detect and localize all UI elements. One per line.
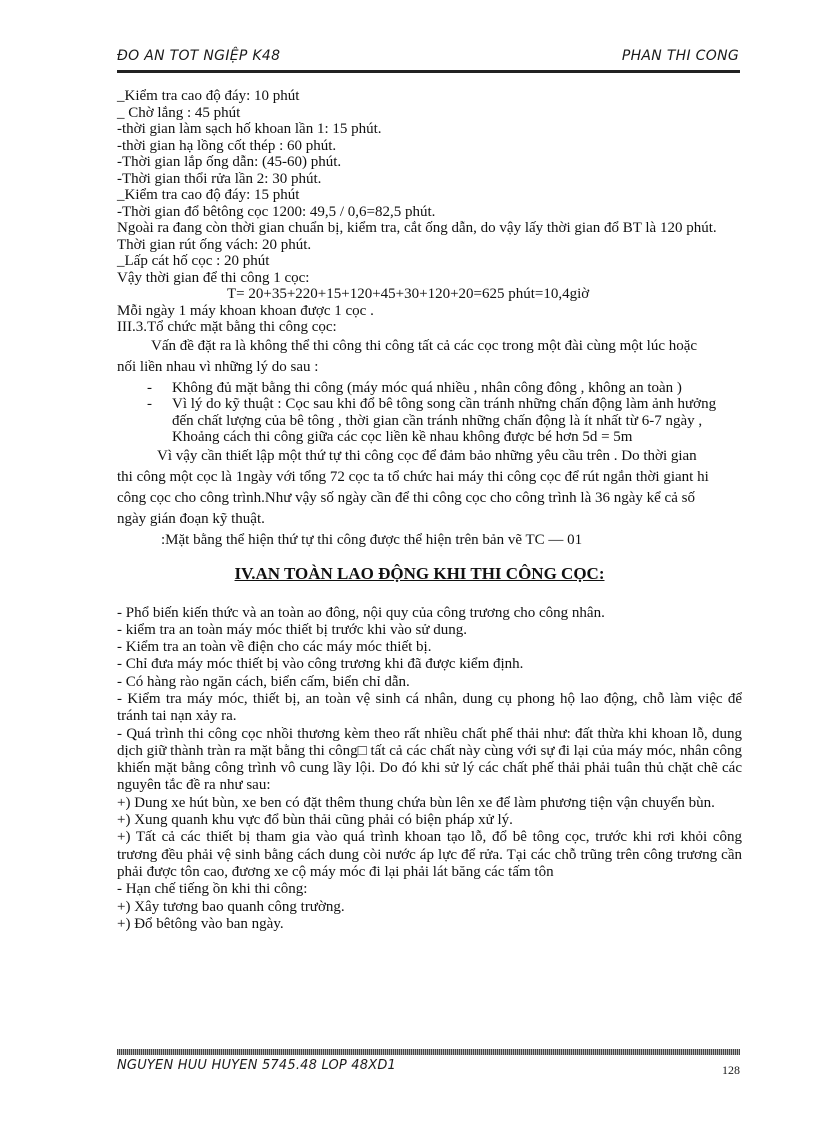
text-line: _ Chờ lắng : 45 phút: [117, 104, 241, 121]
conclusion-paragraph: Vì vậy cần thiết lập một thứ tự thi công cọc để đảm bảo những yêu cầu trên . Do thời gian thi công một cọc là 1ngày với tổng 72 cọc ta tổ chức hai máy thi công cọc để rút ngắn thời giant hi công cọc cho công trình.Như vậy số ngày cần để thi công cọc cho công trình là 36 ngày kể cả số ngày gián đoạn kỹ thuật.: [117, 447, 709, 527]
text-line: _Lấp cát hố cọc : 20 phút: [117, 253, 270, 269]
header-section-title: PHAN THI CONG: [621, 48, 739, 64]
footer-author: NGUYEN HUU HUYEN 5745.48 LOP 48XD1: [117, 1058, 397, 1073]
list-item: - Chỉ đưa máy móc thiết bị vào công trương khi đã được kiểm định.: [117, 656, 524, 673]
text-line: Mỗi ngày 1 máy khoan khoan được 1 cọc .: [117, 302, 374, 319]
text-line: -Thời gian đổ bêtông cọc 1200: 49,5 / 0,6=82,5 phút.: [117, 203, 436, 220]
page-number: 128: [722, 1063, 740, 1077]
section-title: IV.AN TOÀN LAO ĐỘNG KHI THI CÔNG CỌC:: [234, 563, 605, 583]
page-header: [117, 48, 739, 70]
list-item: +) Xây tương bao quanh công trường.: [117, 898, 345, 915]
list-item: +) Tất cả các thiết bị tham gia vào quá trình khoan tạo lỗ, đổ bê tông cọc, trước khi rơi khỏi công trương đều phải vệ sinh bằng cách dung còi nước áp lực để rửa. Tại các chỗ trũng trên công trương cần phải được tôn cao, đương xe cộ máy móc đi lại phải lát băng các tấm tôn: [117, 829, 742, 880]
subsection-heading: III.3.Tổ chức mặt bằng thi công cọc:: [117, 319, 337, 335]
list-item: - Kiểm tra an toàn về điện cho các máy móc thiết bị.: [117, 639, 432, 656]
problem-paragraph: Vấn đề đặt ra là không thể thi công thi công tất cả các cọc trong một đài cùng một lúc hoặc nối liền nhau vì những lý do sau :: [117, 337, 698, 375]
page-content: [117, 88, 742, 933]
list-item: +) Xung quanh khu vực đổ bùn thải cũng phải có biện pháp xử lý.: [117, 812, 513, 829]
header-project-title: ĐO AN TOT NGIỆP K48: [117, 48, 281, 64]
text-line: -thời gian hạ lồng cốt thép : 60 phút.: [117, 137, 337, 154]
text-line: _Kiểm tra cao độ đáy: 10 phút: [117, 88, 300, 104]
list-item: - Vì lý do kỹ thuật : Cọc sau khi đổ bê tông song cần tránh những chấn động làm ảnh hưởng đến chất lượng của bê tông , thời gian cần tránh những chấn động là ít nhất từ 6-7 ngày , Khoảng cách thi công giữa các cọc liền kề nhau không được bé hơn 5d = 5m: [117, 396, 742, 446]
text-line: Vậy thời gian để thi công 1 cọc:: [117, 269, 310, 286]
text-line: -Thời gian lắp ống dẫn: (45-60) phút.: [117, 154, 342, 170]
list-item: +) Đổ bêtông vào ban ngày.: [117, 915, 284, 932]
list-item: - kiểm tra an toàn máy móc thiết bị trước khi vào sử dung.: [117, 621, 467, 638]
header-rule: [117, 70, 740, 73]
page-footer: [117, 1058, 740, 1078]
drawing-reference: :Mặt bằng thể hiện thứ tự thi công được thể hiện trên bản vẽ TC — 01: [161, 531, 583, 548]
text-line: -Thời gian thổi rửa lần 2: 30 phút.: [117, 170, 322, 187]
text-line: Ngoài ra đang còn thời gian chuẩn bị, kiểm tra, cắt ống dẫn, do vậy lấy thời gian đổ BT là 120 phút.: [117, 220, 717, 236]
list-item: - Quá trình thi công cọc nhồi thương kèm theo rất nhiều chất phế thải như: đất thừa khi khoan lỗ, dung dịch giữ thành tràn ra mặt bằng thi công□ tất cả các chất này cùng với sự đi lại của máy móc, nhân công khiến mặt bằng công trình vô cung lầy lội. Do đó khi sử lý các chất phế thải phải tuân thủ chặt chẽ các nguyên tắc đề ra như sau:: [117, 725, 742, 794]
list-item: - Không đủ mặt bằng thi công (máy móc quá nhiều , nhân công đông , không an toàn ): [117, 380, 742, 397]
text-line: _Kiểm tra cao độ đáy: 15 phút: [117, 187, 300, 203]
list-item: - Có hàng rào ngăn cách, biển cấm, biển chỉ dẫn.: [117, 673, 410, 690]
total-time-formula: T= 20+35+220+15+120+45+30+120+20=625 phút=10,4giờ: [227, 286, 590, 302]
footer-rule: [117, 1049, 740, 1055]
list-item: - Kiểm tra máy móc, thiết bị, an toàn vệ sinh cá nhân, dung cụ phong hộ lao động, chỗ làm việc để tránh tai nạn xảy ra.: [117, 690, 742, 725]
text-line: -thời gian làm sạch hố khoan lần 1: 15 phút.: [117, 121, 382, 137]
reason-list: [117, 380, 742, 446]
text-line: Thời gian rút ống vách: 20 phút.: [117, 236, 312, 253]
list-item: +) Dung xe hút bùn, xe ben có đặt thêm thung chứa bùn lên xe để làm phương tiện vận chuyển bùn.: [117, 794, 715, 811]
list-item: - Phổ biến kiến thức và an toàn ao đông, nội quy của công trương cho công nhân.: [117, 604, 605, 621]
safety-list: [117, 605, 742, 934]
list-item: - Hạn chế tiếng ồn khi thi công:: [117, 881, 308, 898]
